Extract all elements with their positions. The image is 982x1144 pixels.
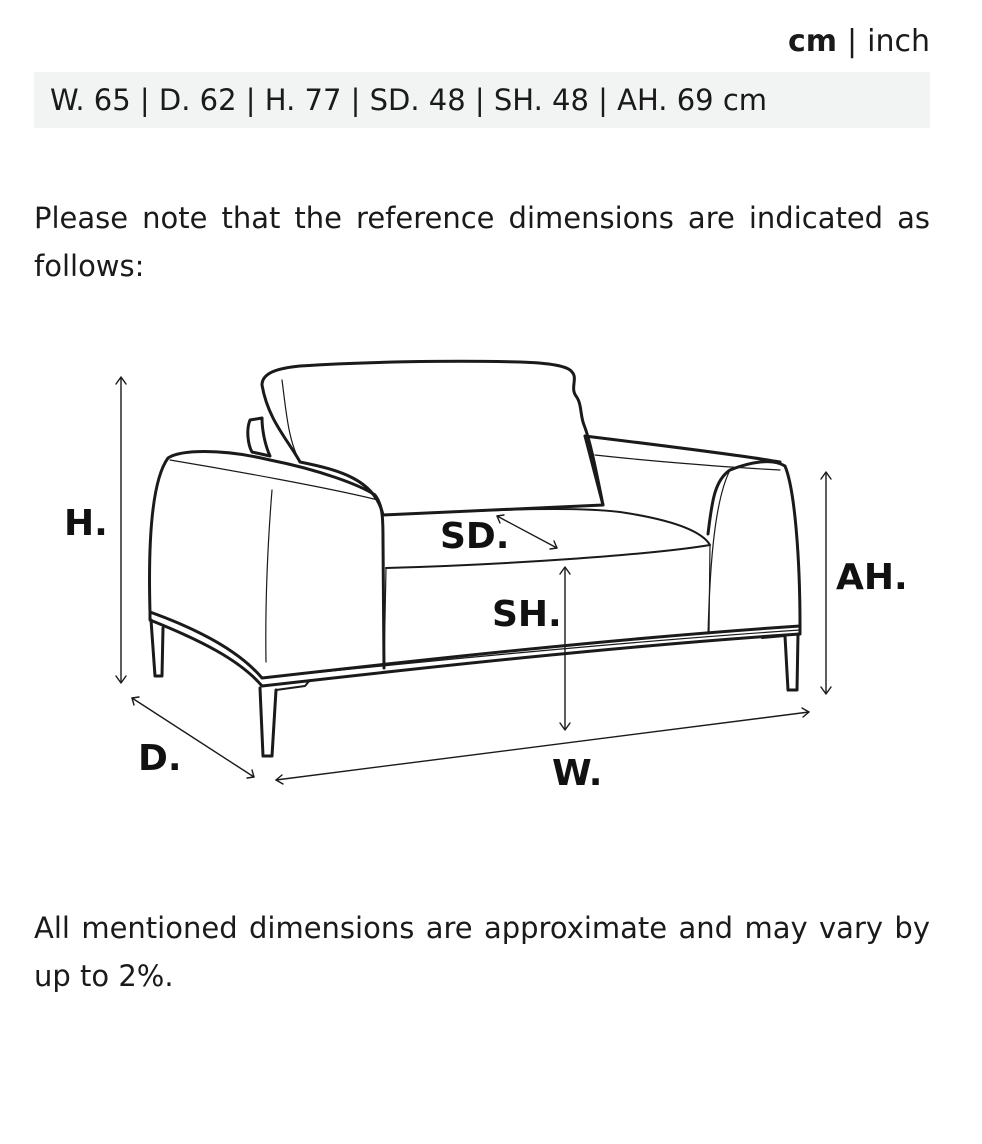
dimensions-bar: W. 65 | D. 62 | H. 77 | SD. 48 | SH. 48 | AH. 69 cm	[34, 72, 930, 128]
back-frame-left	[248, 418, 270, 456]
label-h: H.	[64, 503, 108, 544]
unit-separator: |	[847, 24, 858, 59]
armchair-drawing	[150, 361, 800, 756]
unit-toggle	[788, 22, 930, 62]
left-arm-seam	[266, 490, 272, 662]
approximation-note: All mentioned dimensions are approximate and may vary by up to 2%.	[34, 911, 930, 993]
label-sh: SH.	[492, 594, 562, 635]
label-ah: AH.	[836, 557, 908, 598]
label-sd: SD.	[440, 516, 510, 557]
back-cushion	[262, 361, 603, 515]
label-w: W.	[552, 753, 603, 794]
back-frame-right	[585, 436, 780, 462]
leg-front-left	[260, 688, 276, 756]
dimension-labels	[64, 503, 908, 794]
base-platform	[150, 612, 800, 686]
unit-inch-option[interactable]: inch	[867, 24, 930, 59]
label-d: D.	[138, 738, 182, 779]
leg-back-left	[151, 620, 163, 676]
w-arrow-line	[276, 712, 809, 780]
base-front-line	[262, 630, 800, 678]
seat-cushion	[383, 509, 710, 568]
right-arm-seam	[708, 470, 730, 634]
dimension-lines	[116, 377, 831, 784]
armchair-dimension-diagram	[0, 330, 982, 810]
unit-cm-option[interactable]: cm	[787, 24, 838, 59]
reference-note: Please note that the reference dimensions are indicated as follows:	[34, 201, 930, 283]
leg-front-right	[785, 634, 798, 690]
